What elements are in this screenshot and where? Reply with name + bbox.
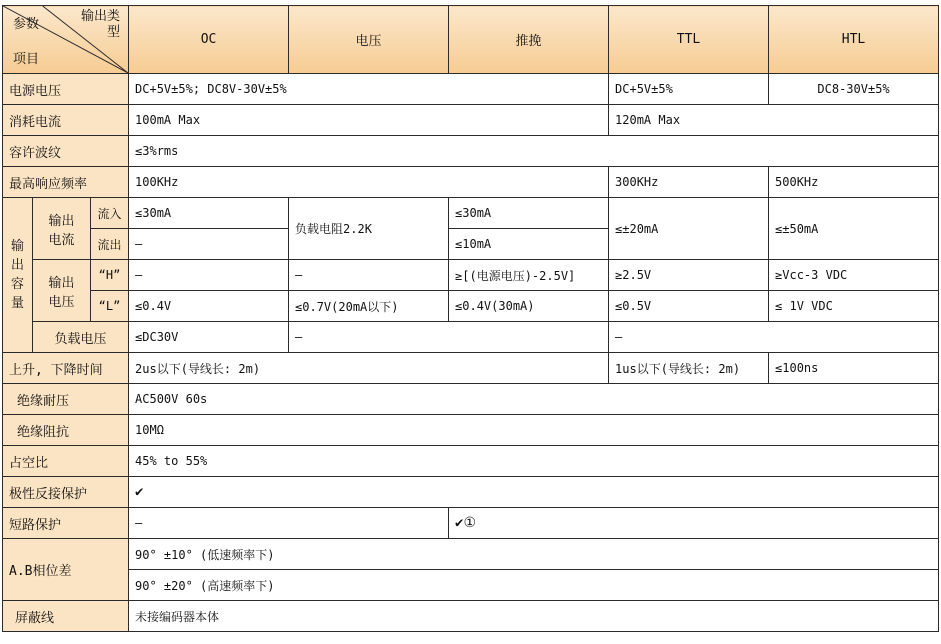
table-row [3, 446, 939, 477]
cell-sink-voltage: 负载电阻2.2K [289, 198, 449, 260]
col-header-voltage: 电压 [289, 6, 449, 74]
row-label-output-current: 输出 电流 [33, 198, 91, 260]
cell-low-htl: ≤ 1V VDC [769, 291, 939, 322]
cell-power-voltage-htl: DC8-30V±5% [769, 74, 939, 105]
header-row [3, 6, 939, 74]
row-label-max-response: 最高响应频率 [3, 167, 129, 198]
table-row [3, 477, 939, 508]
row-label-duty: 占空比 [3, 446, 129, 477]
row-label-source: 流出 [91, 229, 129, 260]
cell-low-push: ≤0.4V(30mA) [449, 291, 609, 322]
table-row [3, 322, 939, 353]
cell-power-voltage-oc: DC+5V±5%; DC8V-30V±5% [129, 74, 609, 105]
table-row [3, 570, 939, 601]
table-row [3, 167, 939, 198]
row-label-sink: 流入 [91, 198, 129, 229]
corner-param-label: 参数 [13, 17, 40, 32]
row-label-output-capacity [3, 198, 33, 353]
cell-high-htl: ≥Vcc-3 VDC [769, 260, 939, 291]
cell-phase-low: 90° ±10° (低速频率下) [129, 539, 939, 570]
cell-source-oc: — [129, 229, 289, 260]
cell-power-voltage-ttl: DC+5V±5% [609, 74, 769, 105]
cell-sink-oc: ≤30mA [129, 198, 289, 229]
cell-max-response-htl: 500KHz [769, 167, 939, 198]
table-row [3, 291, 939, 322]
row-label-low: “L” [91, 291, 129, 322]
cell-sink-htl: ≤±50mA [769, 198, 939, 260]
cell-low-ttl: ≤0.5V [609, 291, 769, 322]
cell-low-oc: ≤0.4V [129, 291, 289, 322]
col-header-oc: OC [129, 6, 289, 74]
row-label-short: 短路保护 [3, 508, 129, 539]
cell-sink-ttl: ≤±20mA [609, 198, 769, 260]
row-label-rise-fall: 上升, 下降时间 [3, 353, 129, 384]
row-label-power-voltage: 电源电压 [3, 74, 129, 105]
cell-low-voltage: ≤0.7V(20mA以下) [289, 291, 449, 322]
table-row [3, 198, 939, 229]
cell-phase-high: 90° ±20° (高速频率下) [129, 570, 939, 601]
cell-high-voltage: — [289, 260, 449, 291]
row-label-phase: A.B相位差 [3, 539, 129, 601]
row-label-reverse: 极性反接保护 [3, 477, 129, 508]
col-header-htl: HTL [769, 6, 939, 74]
table-row [3, 105, 939, 136]
row-label-load-voltage: 负载电压 [33, 322, 129, 353]
col-header-ttl: TTL [609, 6, 769, 74]
cell-rise-fall-oc: 2us以下(导线长: 2m) [129, 353, 609, 384]
table-row [3, 260, 939, 291]
row-label-withstand: 绝缘耐压 [3, 384, 129, 415]
col-header-pushpull: 推挽 [449, 6, 609, 74]
spec-table [2, 5, 939, 632]
cell-current-oc: 100mA Max [129, 105, 609, 136]
cell-load-oc: ≤DC30V [129, 322, 289, 353]
row-label-ripple: 容许波纹 [3, 136, 129, 167]
corner-output-label: 输出类 型 [81, 9, 121, 40]
table-row [3, 74, 939, 105]
table-row [3, 539, 939, 570]
cell-high-oc: — [129, 260, 289, 291]
table-row [3, 415, 939, 446]
corner-item-label: 项目 [13, 52, 40, 67]
cell-max-response-oc: 100KHz [129, 167, 609, 198]
table-row [3, 136, 939, 167]
table-row [3, 508, 939, 539]
cell-duty: 45% to 55% [129, 446, 939, 477]
cell-sink-push: ≤30mA [449, 198, 609, 229]
row-label-high: “H” [91, 260, 129, 291]
cell-current-ttl: 120mA Max [609, 105, 939, 136]
cell-short-push: ✔① [449, 508, 939, 539]
cell-withstand: AC500V 60s [129, 384, 939, 415]
cell-ripple: ≤3%rms [129, 136, 939, 167]
row-label-output-voltage: 输出 电压 [33, 260, 91, 322]
cell-high-ttl: ≥2.5V [609, 260, 769, 291]
cell-rise-fall-htl: ≤100ns [769, 353, 939, 384]
row-label-shield: 屏蔽线 [3, 601, 129, 632]
cell-high-push: ≥[(电源电压)-2.5V] [449, 260, 609, 291]
cell-source-push: ≤10mA [449, 229, 609, 260]
output-capacity-label: 输 出 容 量 [10, 239, 24, 311]
table-row [3, 601, 939, 632]
cell-load-ttl-htl: — [609, 322, 939, 353]
cell-insulation: 10MΩ [129, 415, 939, 446]
cell-shield: 未接编码器本体 [129, 601, 939, 632]
cell-load-voltage-push: — [289, 322, 609, 353]
row-label-current: 消耗电流 [3, 105, 129, 136]
table-row [3, 384, 939, 415]
table-row [3, 353, 939, 384]
row-label-insulation: 绝缘阻抗 [3, 415, 129, 446]
cell-max-response-ttl: 300KHz [609, 167, 769, 198]
cell-rise-fall-ttl: 1us以下(导线长: 2m) [609, 353, 769, 384]
corner-header-cell [3, 6, 129, 74]
checkmark-icon: ✔ [129, 477, 939, 508]
cell-short-oc: — [129, 508, 449, 539]
